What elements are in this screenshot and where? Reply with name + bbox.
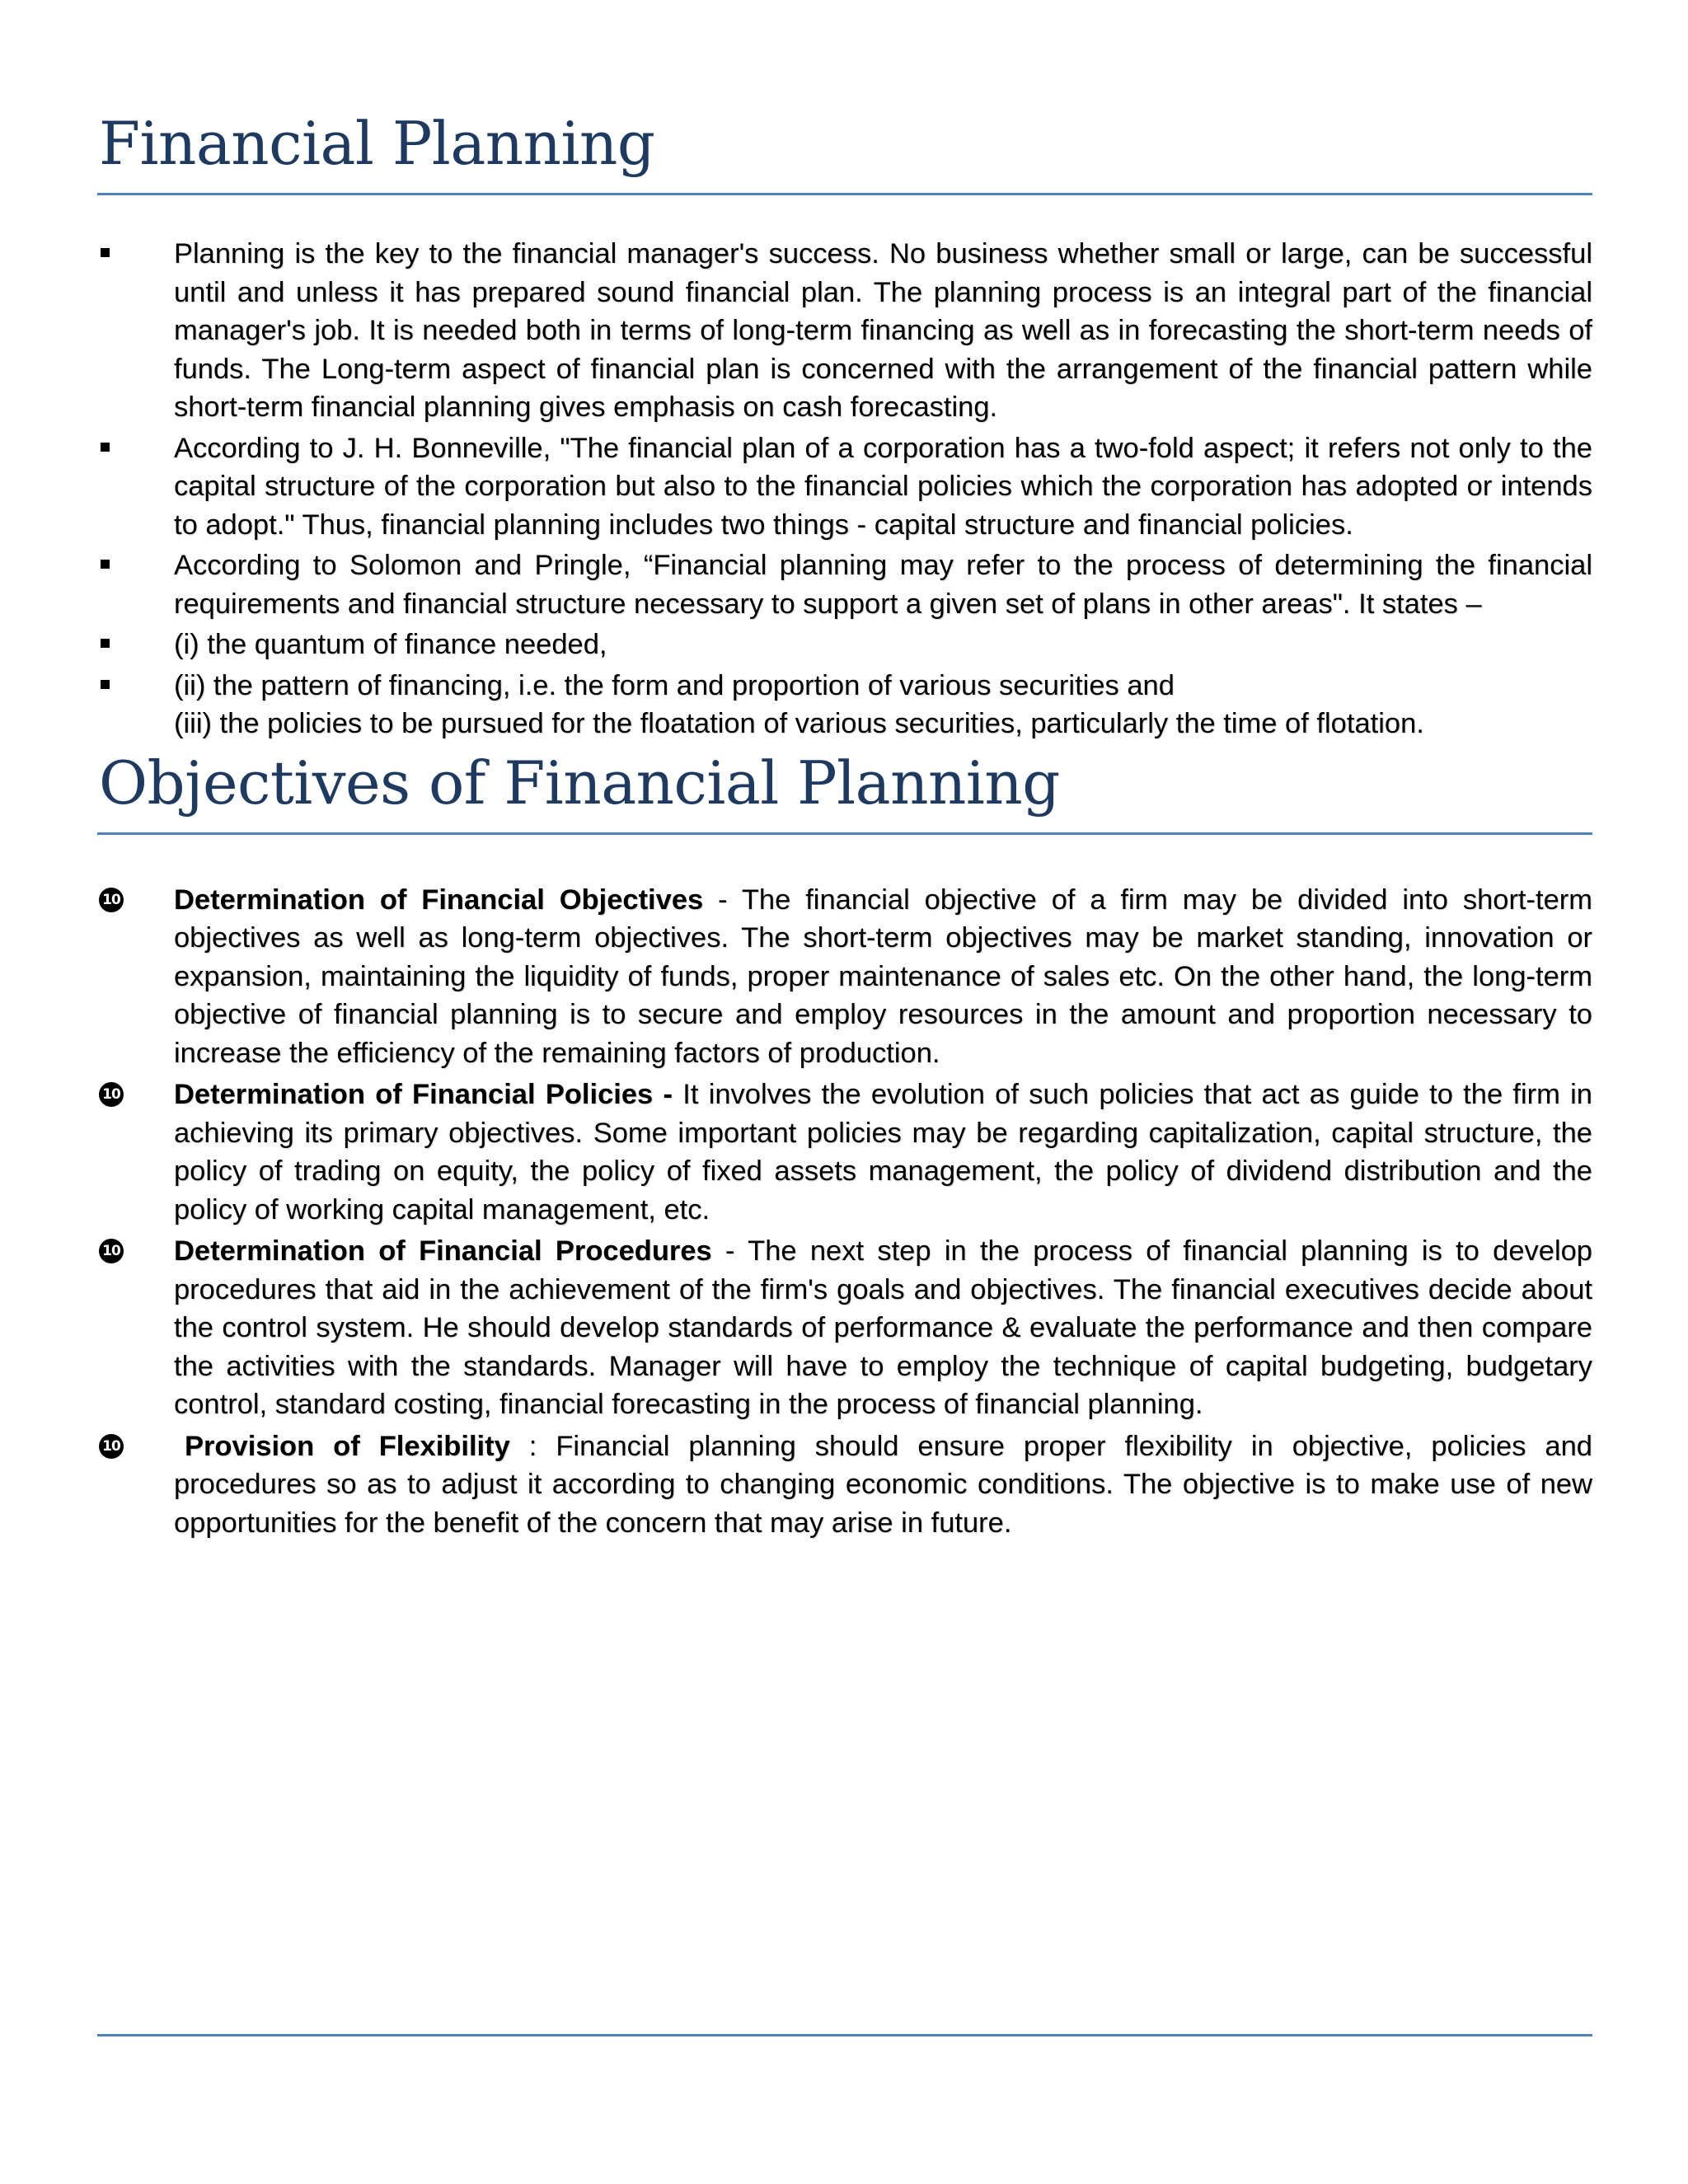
square-bullet-icon bbox=[101, 248, 110, 257]
square-bullet-icon bbox=[101, 639, 110, 648]
item-heading: Determination of Financial Objectives bbox=[174, 883, 704, 916]
list-item: According to J. H. Bonneville, "The financial plan of a corporation has a two-fold aspect; it refers not only to the capital structure of the corporation but also to the financial policies which the corporation has adopted or intends to adopt." Thus, financial planning includes two things - capital structure and financial policies. bbox=[97, 429, 1592, 545]
financial-planning-list bbox=[97, 235, 1592, 705]
square-bullet-icon bbox=[101, 560, 110, 569]
numbered-circle-icon: 10 bbox=[99, 888, 124, 912]
section-title-financial-planning: Financial Planning bbox=[99, 109, 655, 178]
list-item: According to Solomon and Pringle, “Financial planning may refer to the process of determining the financial requirements and financial structure necessary to support a given set of plans in other areas". It states – bbox=[97, 546, 1592, 623]
document-page bbox=[97, 0, 1592, 1542]
list-item: 10 Determination of Financial Objectives - The financial objective of a firm may be divided into short-term objectives as well as long-term objectives. The short-term objectives may be market standing, innovation or expansion, maintaining the liquidity of funds, proper maintenance of sales etc. On the other hand, the long-term objective of financial planning is to secure and employ resources in the amount and proportion necessary to increase the efficiency of the remaining factors of production. bbox=[97, 881, 1592, 1073]
item-heading: Determination of Financial Policies - bbox=[174, 1079, 673, 1110]
list-item: Planning is the key to the financial manager's success. No business whether small or large, can be successful until and unless it has prepared sound financial plan. The planning process is an integral part of the financial manager's job. It is needed both in terms of long-term financing as well as in forecasting the short-term needs of funds. The Long-term aspect of financial plan is concerned with the arrangement of the financial pattern while short-term financial planning gives emphasis on cash forecasting. bbox=[97, 235, 1592, 427]
square-bullet-icon bbox=[101, 680, 110, 689]
top-spacer bbox=[97, 0, 1592, 105]
item-heading: Provision of Flexibility bbox=[185, 1430, 510, 1462]
numbered-circle-icon: 10 bbox=[99, 1434, 124, 1459]
list-item: (i) the quantum of finance needed, bbox=[97, 626, 1592, 664]
list-item: 10 Determination of Financial Procedures - The next step in the process of financial planning is to develop procedures that aid in the achievement of the firm's goals and objectives. The financial executives decide about the control system. He should develop standards of performance & evaluate the performance and then compare the activities with the standards. Manager will have to employ the technique of capital budgeting, budgetary control, standard costing, financial forecasting in the process of financial planning. bbox=[97, 1232, 1592, 1424]
numbered-circle-icon: 10 bbox=[99, 1239, 124, 1263]
footer-rule bbox=[97, 2034, 1592, 2036]
section-title-objectives: Objectives of Financial Planning bbox=[99, 748, 1060, 818]
list-item: (ii) the pattern of financing, i.e. the form and proportion of various securities and bbox=[97, 667, 1592, 705]
list-item: 10 Provision of Flexibility : Financial planning should ensure proper flexibility in objective, policies and procedures so as to adjust it according to changing economic conditions. The objective is to make use of new opportunities for the benefit of the concern that may arise in future. bbox=[97, 1427, 1592, 1543]
objectives-list bbox=[97, 881, 1592, 1543]
numbered-circle-icon: 10 bbox=[99, 1082, 124, 1107]
continuation-paragraph: (iii) the policies to be pursued for the floatation of various securities, particularly the time of flotation. bbox=[174, 708, 1424, 739]
list-item: 10 Determination of Financial Policies - It involves the evolution of such policies that act as guide to the firm in achieving its primary objectives. Some important policies may be regarding capitalization, capital structure, the policy of trading on equity, the policy of fixed assets management, the policy of dividend distribution and the policy of working capital management, etc. bbox=[97, 1076, 1592, 1229]
item-heading: Determination of Financial Procedures bbox=[174, 1235, 712, 1267]
square-bullet-icon bbox=[101, 443, 110, 452]
